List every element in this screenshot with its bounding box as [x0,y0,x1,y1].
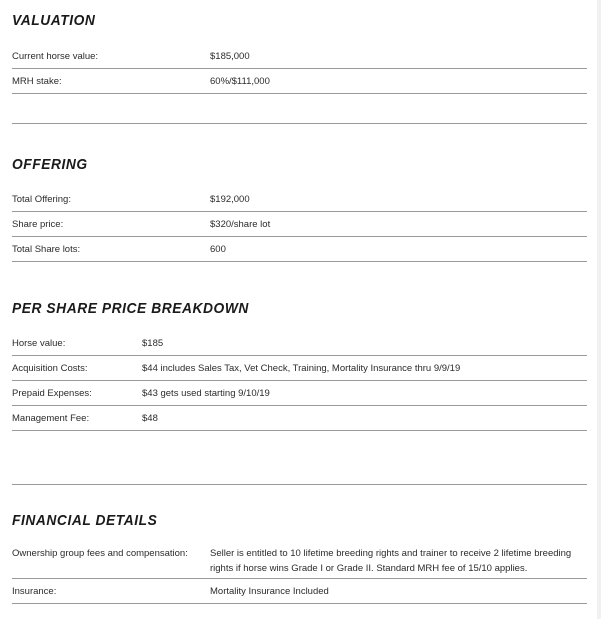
row-value: 600 [210,243,226,255]
row-label: Insurance: [12,585,57,597]
row-label: Ownership group fees and compensation: [12,548,188,559]
breakdown-row-horse-value [12,331,587,356]
breakdown-heading: PER SHARE PRICE BREAKDOWN [12,300,249,317]
scrollbar[interactable] [597,0,601,619]
row-value: 60%/$111,000 [210,75,270,87]
row-label: Prepaid Expenses: [12,387,92,399]
section-divider [12,484,587,485]
row-label: Total Offering: [12,193,71,205]
financial-row-ownership-fees [12,542,587,579]
offering-heading: OFFERING [12,156,88,173]
row-value: $185 [142,337,164,349]
offering-row-share-price [12,212,587,237]
row-value: Mortality Insurance Included [210,585,329,597]
breakdown-row-prepaid [12,381,587,406]
section-divider [12,123,587,124]
row-value-line: rights if horse wins Grade I or Grade II. Standard MRH fee of 15/10 applies. [210,563,528,574]
row-value: $48 [142,412,158,424]
breakdown-row-management-fee [12,406,587,431]
financial-table [12,542,587,604]
row-value-line: Seller is entitled to 10 lifetime breeding rights and trainer to receive 2 lifetime breeding [210,548,572,559]
financial-row-insurance [12,579,587,604]
breakdown-table [12,331,587,431]
row-value: $44 includes Sales Tax, Vet Check, Training, Mortality Insurance thru 9/9/19 [142,362,461,374]
offering-table [12,187,587,262]
row-value: $43 gets used starting 9/10/19 [142,387,270,399]
row-label: Total Share lots: [12,243,81,255]
row-label: MRH stake: [12,75,62,87]
row-value: $320/share lot [210,218,271,230]
valuation-table [12,44,587,94]
valuation-heading: VALUATION [12,12,96,29]
row-value: $185,000 [210,50,250,62]
offering-row-total [12,187,587,212]
row-label: Share price: [12,218,64,230]
offering-row-share-lots [12,237,587,262]
row-value [210,546,587,576]
row-value: $192,000 [210,193,250,205]
financial-heading: FINANCIAL DETAILS [12,512,158,529]
row-label: Acquisition Costs: [12,362,88,374]
row-label: Management Fee: [12,412,90,424]
row-label: Current horse value: [12,50,99,62]
valuation-row-mrh-stake [12,69,587,94]
breakdown-row-acquisition [12,356,587,381]
valuation-row-current-value [12,44,587,69]
row-label: Horse value: [12,337,66,349]
